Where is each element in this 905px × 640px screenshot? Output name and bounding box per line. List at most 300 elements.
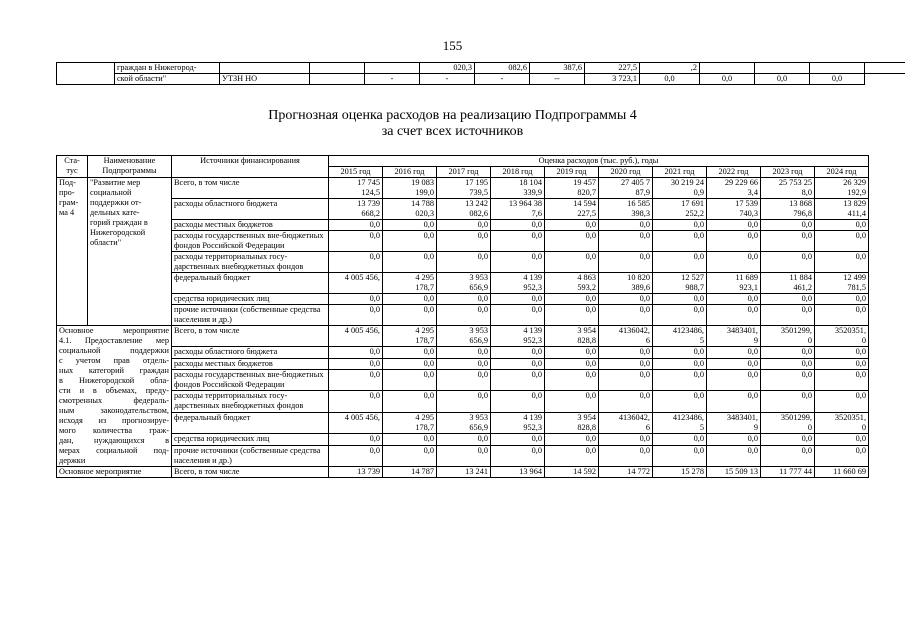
- cell-line: про-: [59, 188, 75, 197]
- cell-line: 0,0: [369, 434, 380, 444]
- cell-line: 0,0: [423, 434, 434, 444]
- value-cell: [545, 273, 599, 294]
- value-cell: [707, 391, 761, 412]
- cell-line: 0,0: [477, 347, 488, 357]
- value-cell: [491, 467, 545, 478]
- cell-line: 4123486,: [672, 326, 704, 335]
- cell-line: 0,0: [369, 305, 380, 314]
- value-cell: [437, 369, 491, 390]
- value-cell: [815, 467, 869, 478]
- value-cell: [761, 445, 815, 466]
- cell-line: 0,0: [477, 231, 488, 240]
- cell-line: поддержки от-: [90, 198, 142, 207]
- value-cell: [383, 434, 437, 445]
- cell-line: 0,0: [855, 358, 867, 368]
- value-cell: [383, 273, 437, 294]
- value-cell: [599, 467, 653, 478]
- cell-line: 0,0: [531, 391, 542, 401]
- value-cell: [545, 347, 599, 358]
- cell-line: смотренных федераль-: [59, 396, 169, 405]
- cell-line: 0,0: [639, 358, 650, 368]
- cell-line: 781,5: [847, 283, 867, 292]
- cell-line: 952,3: [523, 422, 542, 432]
- cell-line: 11 689: [735, 273, 758, 282]
- prev-empty-cell: [57, 63, 115, 85]
- value-cell: [599, 412, 653, 433]
- value-cell: [815, 326, 869, 347]
- value-cell: [761, 347, 815, 358]
- cell-line: 0,0: [801, 231, 812, 240]
- value-cell: [761, 231, 815, 252]
- table-row: [57, 231, 869, 252]
- table-title: [0, 108, 905, 140]
- expenses-table: [56, 155, 869, 478]
- cell-line: 0,0: [693, 252, 704, 261]
- value-cell: [761, 305, 815, 326]
- cell-line: 082,6: [469, 209, 488, 218]
- cell-line: 0,0: [477, 391, 488, 401]
- cell-line: 0,0: [369, 231, 380, 240]
- value-cell: [707, 231, 761, 252]
- value-cell: [599, 434, 653, 445]
- cell-line: 0,0: [693, 347, 704, 357]
- value-cell: [761, 434, 815, 445]
- cell-line: расходы областного бюджета: [174, 347, 278, 357]
- table-row: [57, 220, 869, 231]
- value-cell: [437, 305, 491, 326]
- cell-line: 25 753 25: [778, 178, 812, 187]
- cell-line: 0,0: [477, 252, 488, 261]
- cell-line: Оценка расходов (тыс. руб.), годы: [538, 156, 659, 165]
- value-cell: [815, 434, 869, 445]
- cell-line: 2017 год: [448, 167, 479, 176]
- value-cell: [329, 199, 383, 220]
- header-sources: [172, 156, 329, 178]
- value-cell: [653, 220, 707, 231]
- value-cell: [437, 231, 491, 252]
- table-row: [57, 467, 869, 478]
- cell-line: 0,0: [693, 231, 704, 240]
- prev-value: -: [420, 74, 475, 85]
- cell-line: 5: [699, 422, 704, 432]
- value-cell: [761, 391, 815, 412]
- cell-line: 4 863: [577, 273, 596, 282]
- cell-line: 740,3: [739, 209, 758, 218]
- value-cell: [437, 294, 491, 305]
- cell-line: 656,9: [469, 283, 488, 292]
- cell-line: 3520351,: [834, 412, 867, 422]
- cell-line: 0,0: [855, 434, 867, 444]
- value-cell: [815, 220, 869, 231]
- cell-line: 656,9: [469, 422, 488, 432]
- source-cell: [172, 178, 329, 199]
- value-cell: [599, 305, 653, 326]
- value-cell: [383, 231, 437, 252]
- prev-value: 0,0: [810, 74, 865, 85]
- cell-line: 3 954: [577, 326, 596, 335]
- cell-line: 952,3: [523, 283, 542, 292]
- cell-line: 2018 год: [502, 167, 533, 176]
- value-cell: [761, 220, 815, 231]
- cell-line: 4 139: [523, 412, 542, 422]
- cell-line: 2024 год: [826, 167, 857, 176]
- cell-line: 29 229 66: [724, 178, 758, 187]
- value-cell: [815, 369, 869, 390]
- cell-line: 0,0: [801, 252, 812, 261]
- value-cell: [761, 412, 815, 433]
- cell-line: 0,0: [585, 391, 596, 401]
- cell-line: 0,0: [477, 434, 488, 444]
- cell-line: Всего, в том числе: [174, 178, 240, 187]
- cell-line: 0,0: [693, 434, 704, 444]
- source-cell: [172, 347, 329, 358]
- value-cell: [707, 445, 761, 466]
- header-year: [491, 167, 545, 178]
- value-cell: [599, 199, 653, 220]
- cell-line: 11 884: [789, 273, 812, 282]
- cell-line: 6: [645, 422, 650, 432]
- value-cell: [329, 445, 383, 466]
- cell-line: 0,0: [639, 294, 650, 303]
- cell-line: 0,0: [639, 445, 650, 455]
- value-cell: [329, 178, 383, 199]
- cell-line: 0,0: [747, 445, 758, 455]
- value-cell: [329, 220, 383, 231]
- value-cell: [437, 467, 491, 478]
- value-cell: [707, 199, 761, 220]
- cell-line: 0,0: [585, 445, 596, 455]
- value-cell: [815, 412, 869, 433]
- value-cell: [383, 220, 437, 231]
- cell-line: 3 953: [469, 326, 488, 335]
- cell-line: 656,9: [469, 336, 488, 345]
- cell-line: 4 295: [415, 412, 434, 422]
- cell-line: 828,8: [577, 336, 596, 345]
- value-cell: [707, 252, 761, 273]
- cell-line: 0,0: [801, 391, 812, 401]
- table-row: [57, 358, 869, 369]
- source-cell: [172, 467, 329, 478]
- prev-row-2: [57, 74, 905, 85]
- cell-line: 0,0: [639, 434, 650, 444]
- page-number: 155: [442, 38, 463, 53]
- value-cell: [545, 220, 599, 231]
- prev-value: 082,6: [475, 63, 530, 74]
- cell-line: 9: [753, 336, 758, 345]
- table-row: [57, 391, 869, 412]
- value-cell: [545, 358, 599, 369]
- value-cell: [329, 358, 383, 369]
- cell-line: 828,8: [577, 422, 596, 432]
- cell-line: сти и в объемах, преду-: [59, 386, 169, 395]
- prev-row-1: [57, 63, 905, 74]
- cell-line: 0,0: [855, 347, 867, 357]
- header-year: [815, 167, 869, 178]
- cell-line: 0,0: [855, 445, 867, 455]
- source-cell: [172, 445, 329, 466]
- cell-line: 0,0: [423, 294, 434, 303]
- cell-line: области": [90, 238, 122, 247]
- cell-line: 0,0: [423, 358, 434, 368]
- header-year: [545, 167, 599, 178]
- cell-line: 0: [861, 336, 867, 345]
- value-cell: [599, 369, 653, 390]
- cell-line: расходы территориальных госу-дарственных внебюджетных фондов: [174, 391, 304, 411]
- cell-line: 2020 год: [610, 167, 641, 176]
- cell-line: 0,0: [477, 369, 488, 379]
- prev-label: ской области": [115, 74, 220, 85]
- source-cell: [172, 391, 329, 412]
- cell-line: Источники финансирования: [200, 156, 300, 165]
- value-cell: [761, 252, 815, 273]
- cell-line: мого количества граж-: [59, 426, 169, 435]
- cell-line: 13 242: [465, 199, 488, 208]
- cell-line: 0,0: [801, 358, 812, 368]
- cell-line: 0,0: [747, 391, 758, 401]
- value-cell: [653, 369, 707, 390]
- cell-line: 0,0: [423, 445, 434, 455]
- value-cell: [599, 178, 653, 199]
- cell-line: 0,0: [855, 220, 867, 229]
- cell-line: 0,0: [639, 252, 650, 261]
- value-cell: [653, 445, 707, 466]
- value-cell: [707, 358, 761, 369]
- cell-line: 18 104: [519, 178, 542, 187]
- status-cell: [57, 178, 88, 326]
- cell-line: грам-: [59, 198, 79, 207]
- cell-line: 0,0: [585, 252, 596, 261]
- cell-line: 411,4: [847, 209, 867, 218]
- value-cell: [653, 391, 707, 412]
- cell-line: 2023 год: [772, 167, 803, 176]
- cell-line: 3501299,: [780, 326, 812, 335]
- value-cell: [437, 273, 491, 294]
- cell-line: социальной поддержки: [59, 346, 169, 355]
- cell-line: 0,0: [369, 391, 380, 401]
- cell-line: 0: [807, 336, 812, 345]
- cell-line: Подпрограммы: [102, 166, 157, 175]
- cell-line: 0,0: [639, 220, 650, 229]
- cell-line: 13 829: [843, 199, 867, 208]
- source-cell: [172, 412, 329, 433]
- value-cell: [815, 273, 869, 294]
- value-cell: [437, 220, 491, 231]
- source-cell: [172, 252, 329, 273]
- value-cell: [437, 326, 491, 347]
- cell-line: средства юридических лиц: [174, 294, 270, 303]
- cell-line: 820,7: [577, 188, 596, 197]
- prev-value: -: [475, 74, 530, 85]
- cell-line: 0,0: [693, 358, 704, 368]
- table-row: [57, 326, 869, 347]
- cell-line: 0,0: [423, 252, 434, 261]
- cell-line: 0,0: [531, 252, 542, 261]
- value-cell: [707, 412, 761, 433]
- value-cell: [545, 326, 599, 347]
- cell-line: 0,0: [585, 358, 596, 368]
- header-status: [57, 156, 88, 178]
- table-row: [57, 347, 869, 358]
- cell-line: 0,0: [639, 231, 650, 240]
- value-cell: [437, 358, 491, 369]
- cell-line: тус: [66, 166, 78, 175]
- cell-line: 11 777 44: [779, 467, 812, 476]
- value-cell: [815, 358, 869, 369]
- value-cell: [383, 358, 437, 369]
- value-cell: [815, 199, 869, 220]
- prev-value: 0,0: [640, 74, 700, 85]
- value-cell: [815, 252, 869, 273]
- cell-line: 0,0: [855, 369, 867, 379]
- cell-line: 0,0: [423, 305, 434, 314]
- cell-line: 0,0: [747, 347, 758, 357]
- cell-line: 0,0: [477, 294, 488, 303]
- cell-line: 17 195: [465, 178, 488, 187]
- cell-line: 14 787: [411, 467, 434, 476]
- cell-line: 11 660 69: [833, 467, 867, 476]
- cell-line: 0,0: [585, 369, 596, 379]
- value-cell: [383, 412, 437, 433]
- table-row: [57, 445, 869, 466]
- value-cell: [383, 391, 437, 412]
- cell-line: 0,0: [369, 294, 380, 303]
- value-cell: [761, 294, 815, 305]
- cell-line: 461,2: [793, 283, 812, 292]
- cell-line: 0,0: [855, 231, 867, 240]
- cell-line: 19 083: [411, 178, 434, 187]
- cell-line: 12 527: [681, 273, 704, 282]
- cell-line: 0,0: [693, 369, 704, 379]
- cell-line: 15 278: [681, 467, 704, 476]
- cell-line: с учетом прав отдель-: [59, 356, 169, 365]
- prev-value: 3 723,1: [585, 74, 640, 85]
- cell-line: в Нижегородской обла-: [59, 376, 169, 385]
- table-row: [57, 252, 869, 273]
- cell-line: 0,0: [747, 252, 758, 261]
- cell-line: 0,0: [477, 305, 488, 314]
- cell-line: 2015 год: [340, 167, 371, 176]
- cell-line: 668,2: [361, 209, 380, 218]
- cell-line: 0,0: [531, 220, 542, 229]
- value-cell: [545, 467, 599, 478]
- cell-line: федеральный бюджет: [174, 273, 251, 282]
- cell-line: 14 772: [627, 467, 650, 476]
- value-cell: [761, 199, 815, 220]
- cell-line: 227,5: [577, 209, 596, 218]
- value-cell: [707, 294, 761, 305]
- cell-line: 0,0: [531, 445, 542, 455]
- value-cell: [653, 252, 707, 273]
- cell-line: 13 739: [357, 467, 380, 476]
- value-cell: [815, 178, 869, 199]
- cell-line: 4 295: [415, 326, 434, 335]
- cell-line: расходы областного бюджета: [174, 199, 278, 208]
- cell-line: 3 953: [469, 412, 488, 422]
- value-cell: [383, 294, 437, 305]
- cell-line: 0,0: [855, 252, 867, 261]
- cell-line: 87,9: [635, 188, 650, 197]
- cell-line: социальной: [90, 188, 132, 197]
- cell-line: 0,0: [855, 305, 867, 314]
- cell-line: 0,0: [531, 294, 542, 303]
- cell-line: 4136042,: [618, 412, 650, 422]
- value-cell: [545, 369, 599, 390]
- cell-line: 0,0: [531, 369, 542, 379]
- cell-line: 0,9: [693, 188, 704, 197]
- cell-line: 3,4: [747, 188, 758, 197]
- value-cell: [329, 252, 383, 273]
- cell-line: 398,3: [631, 209, 650, 218]
- cell-line: 923,1: [739, 283, 758, 292]
- value-cell: [383, 199, 437, 220]
- value-cell: [599, 231, 653, 252]
- value-cell: [383, 178, 437, 199]
- cell-line: 9: [753, 422, 758, 432]
- cell-line: 12 499: [843, 273, 867, 282]
- cell-line: 13 964 38: [508, 199, 542, 208]
- cell-line: 0,0: [369, 220, 380, 229]
- cell-line: 0,0: [801, 305, 812, 314]
- value-cell: [491, 445, 545, 466]
- prev-value: ,2: [640, 63, 700, 74]
- value-cell: [383, 305, 437, 326]
- value-cell: [491, 178, 545, 199]
- prev-value: 0,0: [700, 74, 755, 85]
- value-cell: [815, 231, 869, 252]
- cell-line: 389,6: [631, 283, 650, 292]
- cell-line: 0,0: [747, 305, 758, 314]
- value-cell: [437, 434, 491, 445]
- cell-line: 2016 год: [394, 167, 425, 176]
- cell-line: 0,0: [747, 434, 758, 444]
- cell-line: 0,0: [369, 252, 380, 261]
- header-year: [599, 167, 653, 178]
- cell-line: 0,0: [531, 434, 542, 444]
- value-cell: [707, 305, 761, 326]
- value-cell: [383, 467, 437, 478]
- value-cell: [761, 358, 815, 369]
- cell-line: 0,0: [747, 369, 758, 379]
- table-row: [57, 273, 869, 294]
- cell-line: 0,0: [747, 220, 758, 229]
- cell-line: 0,0: [801, 347, 812, 357]
- value-cell: [653, 412, 707, 433]
- source-cell: [172, 294, 329, 305]
- cell-line: 0,0: [585, 294, 596, 303]
- cell-line: Ста-: [64, 156, 80, 165]
- value-cell: [815, 391, 869, 412]
- value-cell: [383, 445, 437, 466]
- cell-line: 0,0: [747, 294, 758, 303]
- cell-line: 0: [861, 422, 867, 432]
- table-row: [57, 178, 869, 199]
- cell-line: "Развитие мер: [90, 178, 141, 187]
- cell-line: 0,0: [639, 369, 650, 379]
- program-name-cell: [57, 326, 172, 467]
- cell-line: 0,0: [585, 231, 596, 240]
- cell-line: расходы местных бюджетов: [174, 358, 273, 368]
- value-cell: [491, 305, 545, 326]
- prev-source: УТЗН НО: [220, 74, 310, 85]
- value-cell: [383, 326, 437, 347]
- previous-table-fragment: [56, 62, 905, 85]
- header-name: [88, 156, 172, 178]
- cell-line: 0,0: [585, 434, 596, 444]
- header-estimate: [329, 156, 869, 167]
- cell-line: 13 241: [465, 467, 488, 476]
- cell-line: 3501299,: [780, 412, 812, 422]
- value-cell: [653, 178, 707, 199]
